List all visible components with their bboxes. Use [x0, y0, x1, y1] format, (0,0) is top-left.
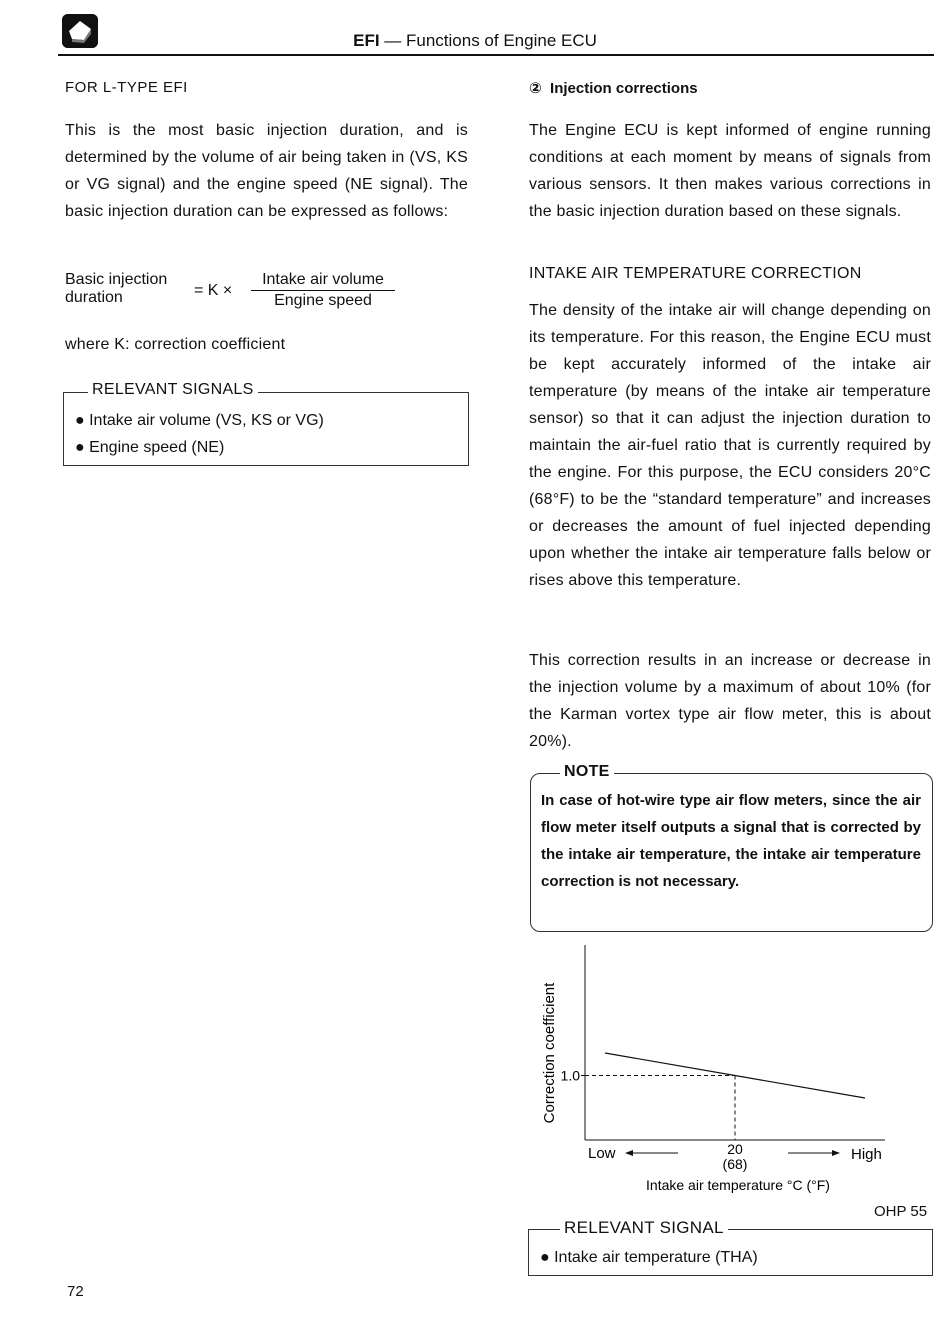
fraction-bar	[251, 290, 395, 291]
signal-item-label: Intake air volume (VS, KS or VG)	[89, 412, 324, 429]
formula-operator: = K ×	[194, 282, 233, 299]
page-title	[0, 31, 950, 51]
title-rest: — Functions of Engine ECU	[379, 31, 597, 50]
formula-lhs-line1: Basic injection	[65, 271, 168, 288]
x-low-label: Low	[588, 1145, 616, 1162]
formula	[65, 271, 465, 321]
formula-denominator: Engine speed	[274, 292, 372, 309]
signal-item-label: Intake air temperature (THA)	[554, 1249, 758, 1266]
relevant-signals-title: RELEVANT SIGNALS	[88, 381, 258, 399]
header-rule	[58, 54, 934, 56]
section-title: Injection corrections	[550, 80, 698, 97]
formula-lhs-line2: duration	[65, 289, 123, 306]
relevant-signal-title: RELEVANT SIGNAL	[560, 1218, 728, 1238]
intro-paragraph: This is the most basic injection duration, and is determined by the volume of air being taken in (VS, KS or VG signal) and the engine speed (NE signal). The basic injection duration can be expressed as follows:	[65, 122, 468, 220]
y-tick-label: 1.0	[560, 1067, 580, 1084]
signal-item: ● Intake air temperature (THA)	[540, 1249, 758, 1266]
ohp-label: OHP 55	[874, 1203, 928, 1220]
note-text: In case of hot-wire type air flow meters, since the air flow meter itself outputs a signal that is corrected by the intake air temperature, the intake air temperature correction is not necessary.	[541, 792, 921, 890]
injection-intro: The Engine ECU is kept informed of engine running conditions at each moment by means of signals from various sensors. It then makes various corrections in the basic injection duration based on these signals.	[529, 122, 931, 220]
temperature-correction-chart	[530, 940, 930, 1200]
body-paragraph-2: This correction results in an increase or decrease in the injection volume by a maximum of about 10% (for the Karman vortex type air flow meter, this is about 20%).	[529, 652, 931, 750]
low-arrow-head	[625, 1150, 633, 1156]
section-heading	[529, 79, 698, 97]
where-line: where K: correction coefficient	[65, 336, 286, 353]
x-tick-label: 20	[727, 1141, 743, 1157]
signal-item-label: Engine speed (NE)	[89, 439, 225, 456]
x-axis-label: Intake air temperature °C (°F)	[646, 1177, 830, 1193]
title-bold: EFI	[353, 31, 380, 50]
note-title: NOTE	[560, 763, 614, 781]
high-arrow-head	[832, 1150, 840, 1156]
x-tick-sublabel: (68)	[722, 1156, 748, 1172]
signal-item: ● Intake air volume (VS, KS or VG)	[75, 412, 324, 429]
subheading: INTAKE AIR TEMPERATURE CORRECTION	[529, 265, 862, 282]
x-high-label: High	[851, 1146, 882, 1163]
section-number: ②	[529, 80, 542, 97]
formula-numerator: Intake air volume	[262, 271, 384, 288]
page-number: 72	[67, 1283, 84, 1300]
signal-item: ● Engine speed (NE)	[75, 439, 225, 456]
body-paragraph-1: The density of the intake air will change depending on its temperature. For this reason, the Engine ECU must be kept accurately informed of the intake air temperature (by means of the intake air temperature sensor) so that it can adjust the injection duration to maintain the air-fuel ratio that is currently required by the engine. For this purpose, the ECU considers 20°C (68°F) to be the “standard temperature” and increases or decreases the amount of fuel injected depending upon whether the intake air temperature falls below or rises above this temperature.	[529, 302, 931, 589]
section-label: FOR L-TYPE EFI	[65, 79, 188, 96]
y-axis-label: Correction coefficient	[541, 982, 558, 1124]
